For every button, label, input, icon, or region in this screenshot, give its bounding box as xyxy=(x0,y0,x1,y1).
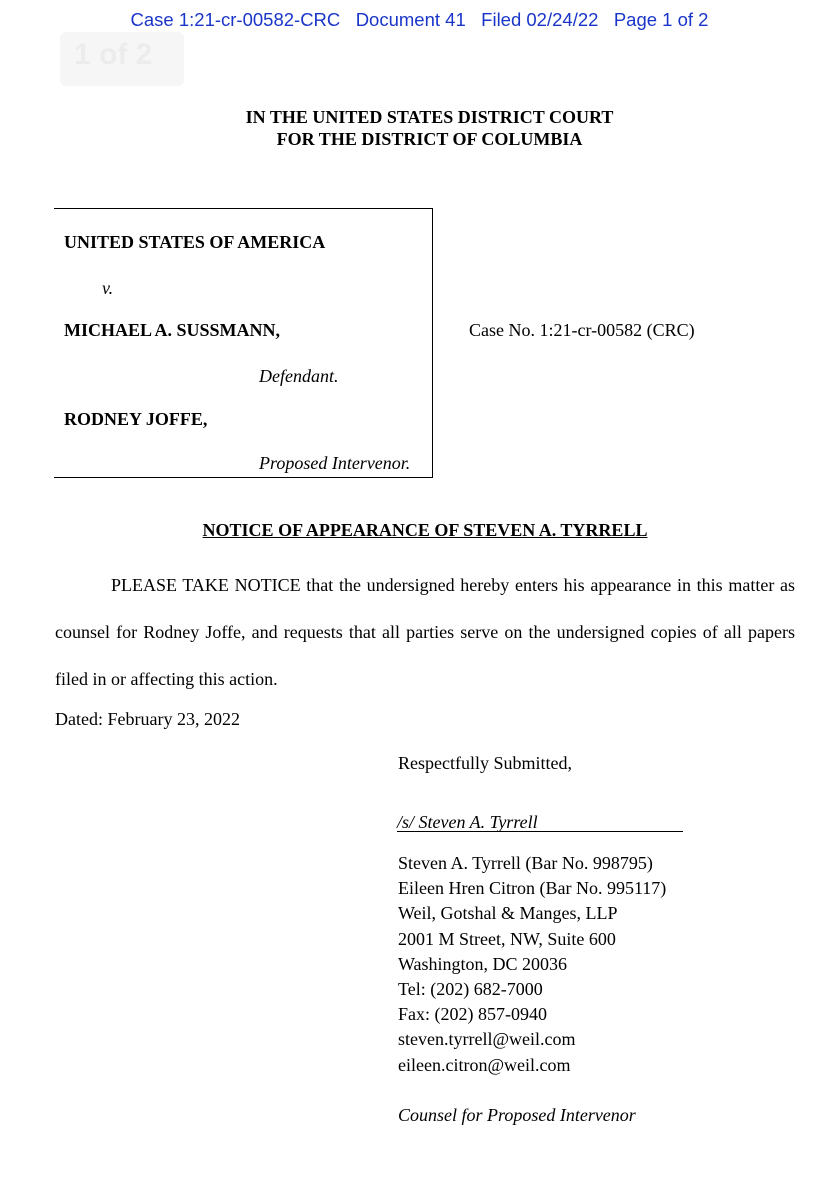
dated-line: Dated: February 23, 2022 xyxy=(55,709,240,729)
caption-bottom-rule xyxy=(54,477,433,478)
phone-line: Tel: (202) 682-7000 xyxy=(398,979,543,1000)
closing-salutation: Respectfully Submitted, xyxy=(398,753,572,773)
caption-versus: v. xyxy=(102,278,114,298)
email-line: steven.tyrrell@weil.com xyxy=(398,1029,576,1050)
notice-body: PLEASE TAKE NOTICE that the undersigned hereby enters his appearance in this matter as counsel for Rodney Joffe, and requests that all parties serve on the undersigned copies of all papers filed in or affecting this action. xyxy=(55,575,795,689)
filing-header-stamp: Case 1:21-cr-00582-CRC Document 41 Filed 02/24/22 Page 1 of 2 xyxy=(130,9,709,30)
email-line: eileen.citron@weil.com xyxy=(398,1054,571,1075)
counsel-role: Counsel for Proposed Intervenor xyxy=(398,1105,636,1125)
address-line: 2001 M Street, NW, Suite 600 xyxy=(398,928,616,949)
case-number: Case No. 1:21-cr-00582 (CRC) xyxy=(469,320,695,340)
firm-line: Weil, Gotshal & Manges, LLP xyxy=(398,903,618,924)
caption-top-rule xyxy=(54,208,433,209)
court-heading-line1: IN THE UNITED STATES DISTRICT COURT xyxy=(245,107,614,127)
page-indicator-text: 1 of 2 xyxy=(74,38,153,71)
caption-intervenor-role: Proposed Intervenor. xyxy=(259,453,411,473)
signature-line xyxy=(397,812,683,832)
attorney-contact-block xyxy=(398,851,666,1078)
attorney-line: Eileen Hren Citron (Bar No. 995117) xyxy=(398,878,667,899)
caption-defendant-role: Defendant. xyxy=(259,366,339,386)
court-heading-line2: FOR THE DISTRICT OF COLUMBIA xyxy=(276,129,583,149)
signature-text: /s/ Steven A. Tyrrell xyxy=(397,812,538,832)
notice-title: NOTICE OF APPEARANCE OF STEVEN A. TYRRELL xyxy=(202,520,648,540)
caption-defendant-name: MICHAEL A. SUSSMANN, xyxy=(64,320,281,340)
address-line: Washington, DC 20036 xyxy=(398,953,568,974)
court-heading xyxy=(0,106,839,150)
attorney-line: Steven A. Tyrrell (Bar No. 998795) xyxy=(398,853,653,873)
caption-plaintiff: UNITED STATES OF AMERICA xyxy=(64,232,326,252)
caption-right-rule xyxy=(432,208,433,478)
caption-intervenor-name: RODNEY JOFFE, xyxy=(64,409,208,429)
fax-line: Fax: (202) 857-0940 xyxy=(398,1004,547,1025)
page-indicator-badge xyxy=(60,32,184,86)
